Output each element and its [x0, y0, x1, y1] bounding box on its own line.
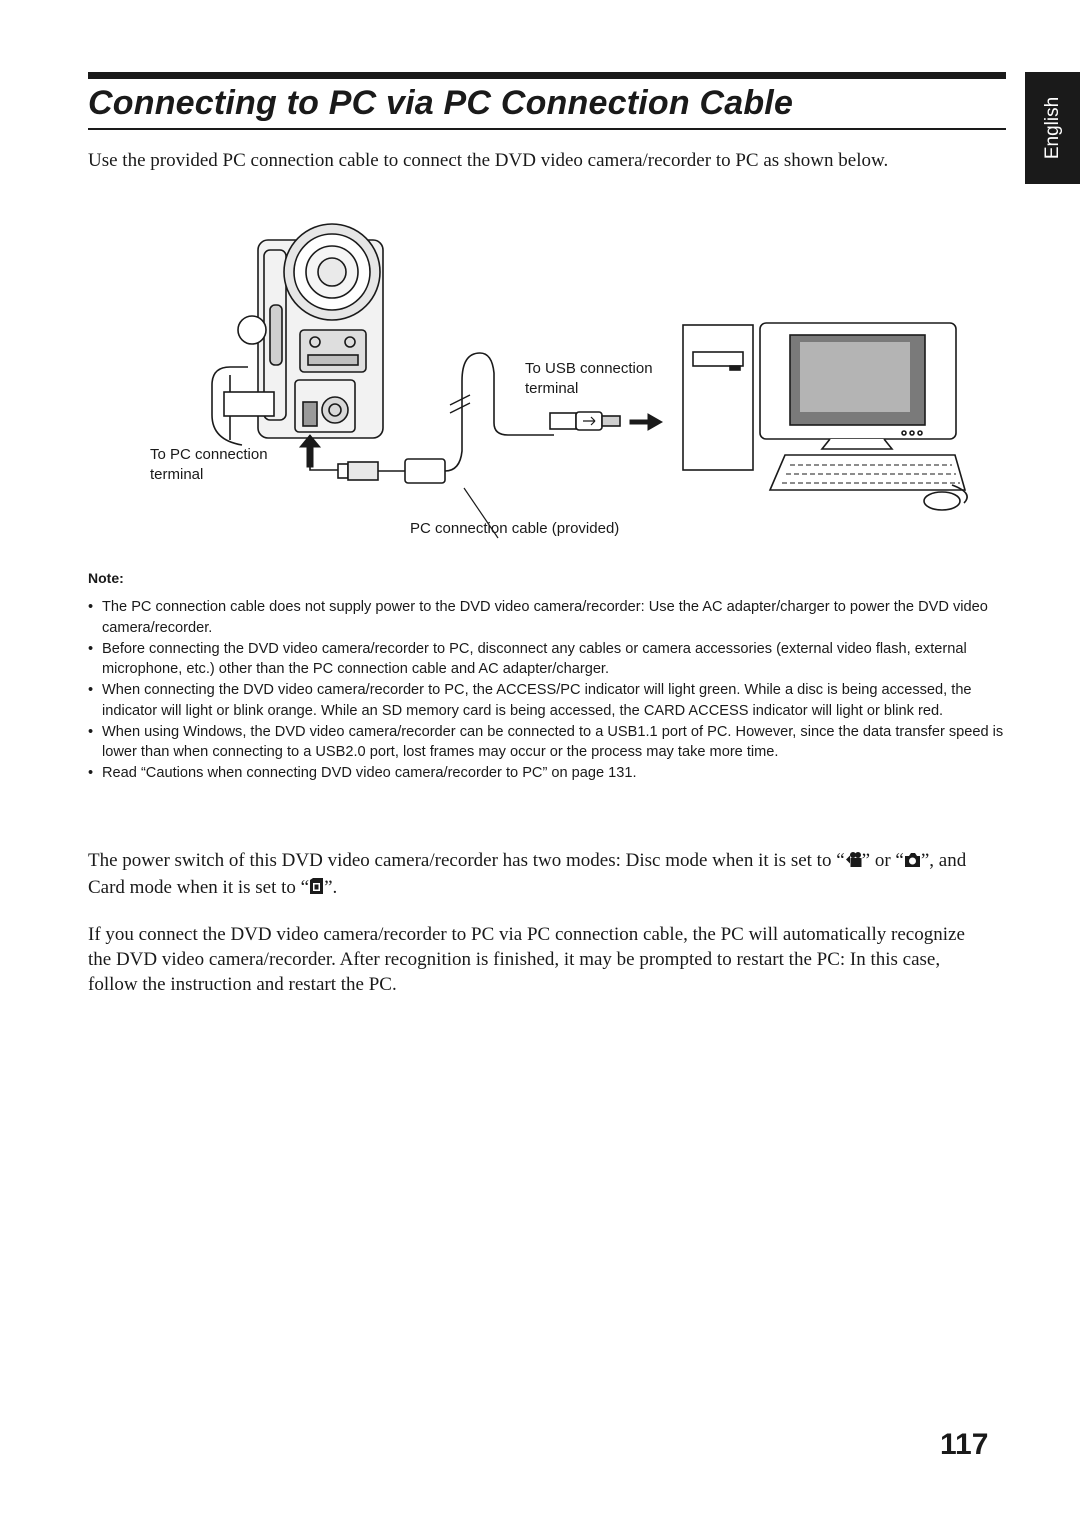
language-tab-label: English [1041, 96, 1063, 160]
pc-tower-illustration [683, 325, 753, 470]
movie-mode-icon [845, 850, 862, 875]
note-item: • The PC connection cable does not supply power to the DVD video camera/recorder: Use the AC adapter/charger to power the DVD video camera/recorder. [88, 597, 1008, 638]
power-switch-text-2: ” or “ [861, 850, 904, 871]
note-item: • Read “Cautions when connecting DVD video camera/recorder to PC” on page 131. [88, 763, 1008, 784]
power-switch-text-1: The power switch of this DVD video camera/recorder has two modes: Disc mode when it is set to “ [88, 850, 845, 871]
power-switch-text-4: ”. [324, 877, 338, 898]
note-item: • When using Windows, the DVD video camera/recorder can be connected to a USB1.1 port of PC. However, since the data transfer speed is lower than when connecting to a USB2.0 port, lost frames may occur or the process may take more time. [88, 722, 1008, 763]
note-heading: Note: [88, 570, 124, 586]
notes-list [88, 597, 1008, 784]
power-switch-paragraph [88, 848, 988, 902]
connection-diagram [140, 220, 980, 550]
intro-paragraph: Use the provided PC connection cable to connect the DVD video camera/recorder to PC as shown below. [88, 150, 889, 171]
usb-label-line-2: terminal [525, 380, 579, 397]
card-mode-icon [309, 877, 324, 902]
title-rule-top [88, 72, 1006, 79]
pc-terminal-line-1: To PC connection [150, 446, 268, 463]
cable-label: PC connection cable (provided) [410, 520, 620, 537]
usb-terminal-arrow [630, 414, 662, 430]
pc-terminal-line-2: terminal [150, 466, 204, 483]
language-tab [1025, 72, 1080, 184]
title-rule-bottom [88, 128, 1006, 130]
note-item: • When connecting the DVD video camera/recorder to PC, the ACCESS/PC indicator will light green. While a disc is being accessed, the indicator will light or blink orange. While an SD memory card is being accessed, the CARD ACCESS indicator will light or blink red. [88, 680, 1008, 721]
page-title: Connecting to PC via PC Connection Cable [88, 84, 794, 122]
power-switch-text-3: ”, and Card mode when it is set to “ [88, 850, 967, 898]
camcorder-illustration [212, 224, 383, 445]
photo-mode-icon [904, 850, 921, 875]
usb-connection-label [525, 359, 653, 399]
monitor-illustration [760, 323, 956, 449]
page-number: 117 [940, 1428, 989, 1461]
note-item: • Before connecting the DVD video camera/recorder to PC, disconnect any cables or camera accessories (external video flash, external microphone, etc.) other than the PC connection cable and AC adapter/charger. [88, 639, 1008, 680]
usb-label-line-1: To USB connection [525, 360, 653, 377]
keyboard-illustration [770, 455, 965, 490]
recognition-paragraph: If you connect the DVD video camera/recorder to PC via PC connection cable, the PC will automatically recognize the DVD video camera/recorder. After recognition is finished, it may be prompted to restart the PC: In this case, follow the instruction and restart the PC. [88, 924, 965, 995]
pc-terminal-label [150, 445, 268, 485]
